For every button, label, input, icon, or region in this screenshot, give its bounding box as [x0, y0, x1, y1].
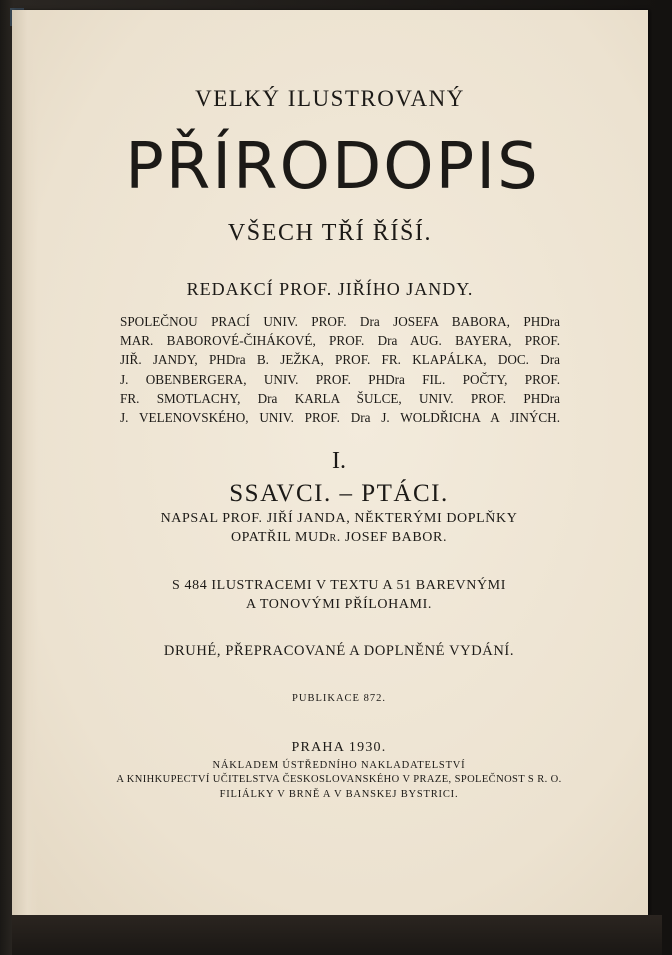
publication-number: PUBLIKACE 872.	[292, 693, 386, 704]
edition-line: DRUHÉ, PŘEPRACOVANÉ A DOPLNĚNÉ VYDÁNÍ.	[163, 643, 515, 659]
collaborators-line: J. VELENOVSKÉHO, UNIV. PROF. Dra J. WOLDŘICHA A JINÝCH.	[120, 410, 560, 426]
collaborators-line: SPOLEČNOU PRACÍ UNIV. PROF. Dra JOSEFA BABORA, PHDra	[120, 314, 560, 329]
collaborators-line: MAR. BABOROVÉ-ČIHÁKOVÉ, PROF. Dra AUG. BAYERA, PROF.	[120, 333, 560, 349]
book-bottom-edge	[12, 915, 662, 955]
volume-title: SSAVCI. – PTÁCI.	[229, 480, 449, 507]
illustrations-line-1: S 484 ILUSTRACEMI V TEXTU A 51 BAREVNÝMI	[172, 578, 506, 593]
volume-number: I.	[332, 448, 346, 474]
subtitle: VŠECH TŘÍ ŘÍŠÍ.	[227, 220, 433, 246]
collaborators-line: J. OBENBERGERA, UNIV. PROF. PHDra FIL. POČTY, PROF.	[120, 371, 560, 387]
editor-line: REDAKCÍ PROF. JIŘÍHO JANDY.	[186, 279, 474, 299]
illustrations-line-2: A TONOVÝMI PŘÍLOHAMI.	[246, 597, 432, 612]
imprint-line-3: FILIÁLKY V BRNĚ A V BANSKEJ BYSTRICI.	[219, 789, 459, 800]
collaborators-line: JIŘ. JANDY, PHDra B. JEŽKA, PROF. FR. KLAPÁLKA, DOC. Dra	[120, 352, 560, 368]
collaborators-block	[120, 312, 560, 427]
collaborators-line: FR. SMOTLACHY, Dra KARLA ŠULCE, UNIV. PROF. PHDra	[120, 390, 560, 406]
imprint-line-2: A KNIHKUPECTVÍ UČITELSTVA ČESKOSLOVANSKÉHO V PRAZE, SPOLEČNOST S R. O.	[116, 774, 562, 785]
imprint-line-1: NÁKLADEM ÚSTŘEDNÍHO NAKLADATELSTVÍ	[212, 760, 466, 771]
author-line-1: NAPSAL PROF. JIŘÍ JANDA, NĚKTERÝMI DOPLŇKY	[160, 511, 518, 526]
main-title: PŘÍRODOPIS	[125, 130, 540, 204]
series-line: VELKÝ ILUSTROVANÝ	[195, 86, 465, 111]
place-year: PRAHA 1930.	[291, 740, 387, 755]
author-line-2: OPATŘIL MUDr. JOSEF BABOR.	[230, 530, 448, 545]
